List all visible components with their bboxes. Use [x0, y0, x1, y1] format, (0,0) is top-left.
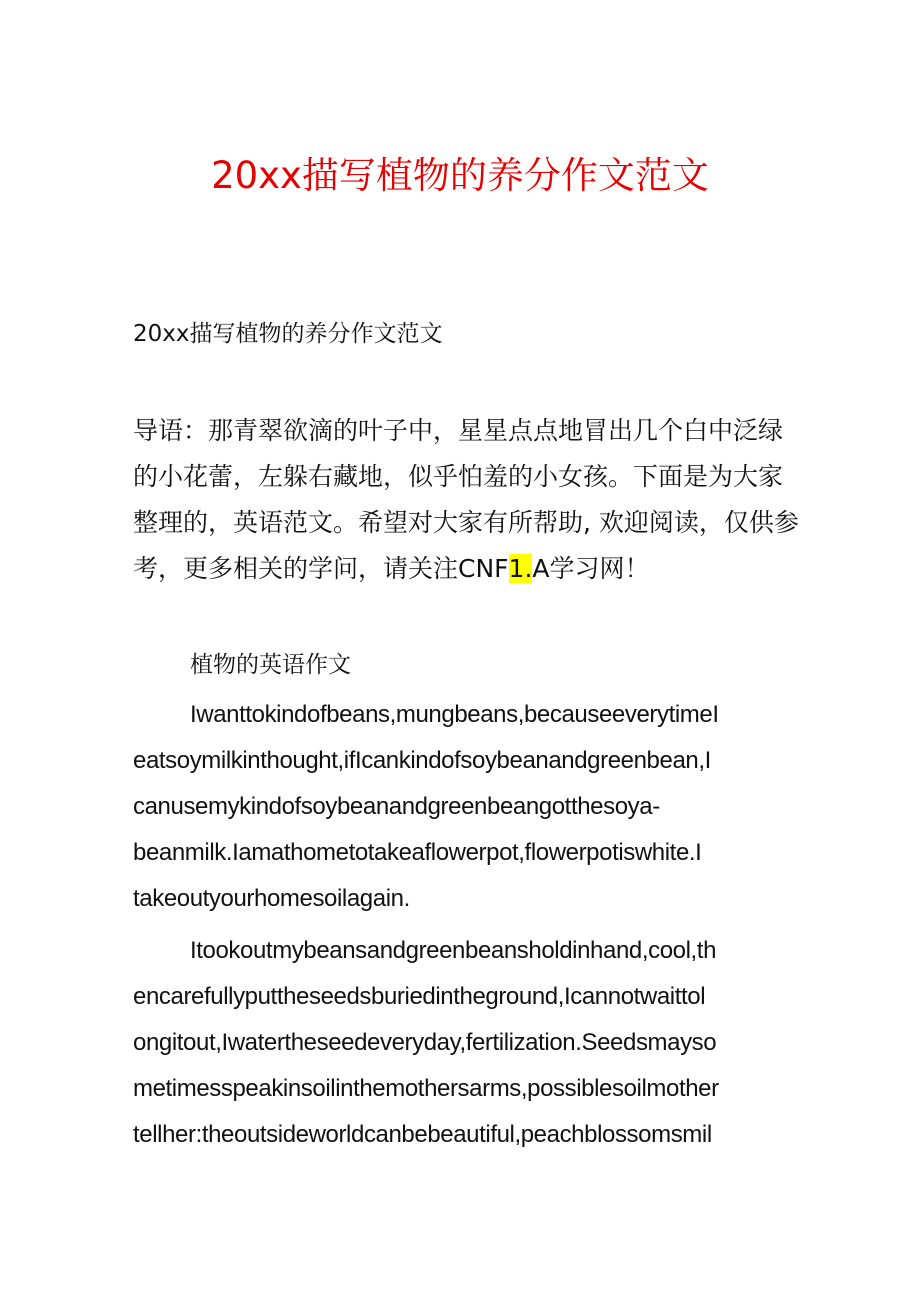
paragraph-line: metimesspeakinsoilinthemothersarms,possiblesoilmother [133, 1075, 719, 1102]
paragraph-line: beanmilk.Iamathometotakeaflowerpot,flowerpotiswhite.I [133, 839, 702, 866]
intro-text-after: A学习网！ [532, 554, 650, 583]
paragraph-line: Itookoutmybeansandgreenbeansholdinhand,cool,th [190, 937, 717, 964]
intro-text-before: 考，更多相关的学问，请关注CNF [133, 554, 509, 583]
paragraph-line: tellher:theoutsideworldcanbebeautiful,peachblossomsmil [133, 1121, 712, 1148]
paragraph-line: Iwanttokindofbeans,mungbeans,becauseeverytimeI [190, 701, 719, 728]
intro-paragraph [133, 408, 799, 592]
intro-line: 导语：那青翠欲滴的叶子中，星星点点地冒出几个白中泛绿 [133, 416, 784, 445]
paragraph-line: canusemykindofsoybeanandgreenbeangotthesoya- [133, 793, 660, 820]
document-subtitle: 20xx描写植物的养分作文范文 [133, 321, 443, 347]
intro-line: 整理的，英语范文。希望对大家有所帮助, 欢迎阅读，仅供参 [133, 508, 799, 537]
english-paragraph-2 [133, 928, 793, 1158]
intro-line: 的小花蕾，左躲右藏地，似乎怕羞的小女孩。下面是为大家 [133, 462, 784, 491]
document-title: 20xx描写植物的养分作文范文 [211, 154, 709, 197]
paragraph-line: eatsoymilkinthought,ifIcankindofsoybeanandgreenbean,I [133, 747, 711, 774]
paragraph-line: encarefullyputtheseedsburiedintheground,Icannotwaittol [133, 983, 706, 1010]
english-paragraph-1 [133, 692, 793, 922]
intro-line [133, 546, 793, 592]
highlighted-text: 1. [508, 554, 533, 583]
paragraph-line: takeoutyourhomesoilagain. [133, 885, 410, 912]
paragraph-line: ongitout,Iwatertheseedeveryday,fertilization.Seedsmayso [133, 1029, 717, 1056]
section-heading: 植物的英语作文 [190, 652, 351, 678]
